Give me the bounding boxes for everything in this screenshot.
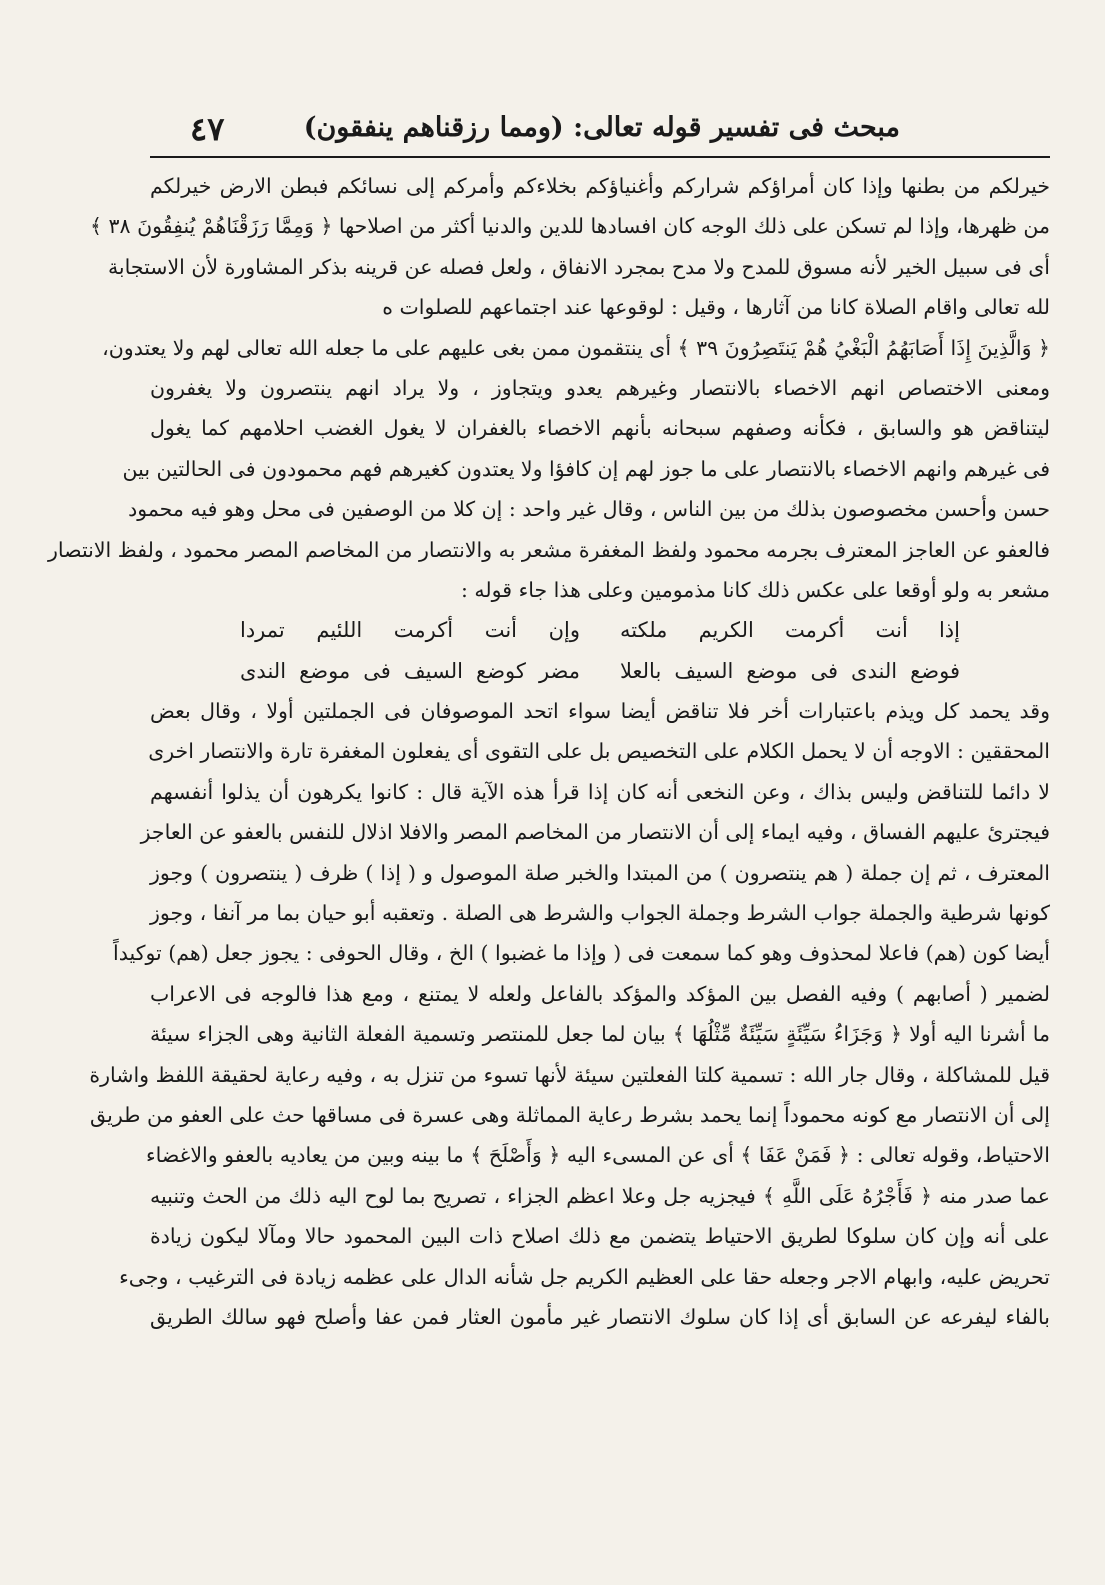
- text-line: قيل للمشاكلة ، وقال جار الله : تسمية كلتا الفعلتين سيئة لأنها تسوء من تنزل به ، وفيه رعاية لحقيقة اللفظ واشارة: [89, 1062, 1050, 1087]
- text-line: ليتناقض هو والسابق ، فكأنه وصفهم سبحانه بأنهم الاخصاء بالغفران لا يغول الغضب احلامهم كما يغول: [150, 416, 1050, 441]
- poem-hemistich-first: فوضع الندى فى موضع السيف بالعلا: [620, 658, 960, 683]
- poem-hemistich-second: وإن أنت أكرمت اللئيم تمردا: [240, 618, 580, 643]
- text-line: ما أشرنا اليه أولا ﴿ وَجَزَاءُ سَيِّئَةٍ سَيِّئَةٌ مِّثْلُهَا ﴾ بيان لما جعل للمنتصر وتسمية الفعلة الثانية وهى الجزاء سيئة: [150, 1022, 1050, 1047]
- page-header: [150, 108, 1050, 158]
- text-line: كونها شرطية والجملة جواب الشرط وجملة الجواب والشرط هى الصلة . وتعقبه أبو حيان بما مر آنفا ، وجوز: [150, 901, 1050, 926]
- text-line: ومعنى الاختصاص انهم الاخصاء بالانتصار وغيرهم يعدو ويتجاوز ، ولا يراد انهم ينتصرون ولا يغفرون: [150, 375, 1050, 400]
- text-line: من ظهرها، وإذا لم تسكن على ذلك الوجه كان افسادها للدين والدنيا أكثر من اصلاحها ﴿ وَمِمَّا رَزَقْنَاهُمْ يُنفِقُونَ ٣٨ ﴾: [90, 214, 1050, 239]
- text-line: على أنه وإن كان سلوكا لطريق الاحتياط يتضمن مع ذلك اصلاح ذات البين المحمود حالا ومآلا ليكون زيادة: [150, 1224, 1050, 1249]
- poem-verse: [150, 651, 1050, 691]
- text-line: فالعفو عن العاجز المعترف بجرمه محمود ولفظ المغفرة مشعر به والانتصار من المخاصم المصر محمود ، ولفظ الانتصار: [48, 537, 1050, 562]
- book-page: [48, 108, 1050, 1548]
- text-line: لضمير ( أصابهم ) وفيه الفصل بين المؤكد والمؤكد بالفاعل ولعله لا يمتنع ، ومع هذا فالوجه فى الاعراب: [150, 981, 1050, 1006]
- text-line: أيضا كون (هم) فاعلا لمحذوف وهو كما سمعت فى ( وإذا ما غضبوا ) الخ ، وقال الحوفى : يجوز جعل (هم) توكيداً: [113, 941, 1050, 966]
- text-line: المعترف ، ثم إن جملة ( هم ينتصرون ) من المبتدا والخبر صلة الموصول و ( إذا ) ظرف ( ينتصرون ) وجوز: [150, 860, 1050, 885]
- text-line: المحققين : الاوجه أن لا يحمل الكلام على التخصيص بل على التقوى أى يفعلون المغفرة تارة والانتصار اخرى: [148, 739, 1050, 764]
- text-line: ﴿ وَالَّذِينَ إِذَا أَصَابَهُمُ الْبَغْيُ هُمْ يَنتَصِرُونَ ٣٩ ﴾ أى ينتقمون ممن بغى عليهم على ما جعله الله تعالى لهم ولا يعتدون،: [102, 335, 1050, 360]
- poem-hemistich-second: مضر كوضع السيف فى موضع الندى: [240, 658, 580, 683]
- text-line: لا دائما للتناقض وليس بذاك ، وعن النخعى أنه كان إذا قرأ هذه الآية قال : كانوا يكرهون أن يذلوا أنفسهم: [150, 779, 1050, 804]
- text-line: إلى أن الانتصار مع كونه محموداً إنما يحمد بشرط رعاية المماثلة وهى عسرة فى مساقها حث على العفو من طريق: [90, 1102, 1050, 1127]
- page-number: ٤٧: [190, 110, 225, 148]
- text-line: خيرلكم من بطنها وإذا كان أمراؤكم شراركم وأغنياؤكم بخلاءكم وأمركم إلى نسائكم فبطن الارض خيرلكم: [150, 174, 1050, 198]
- text-line: وقد يحمد كل ويذم باعتبارات أخر فلا تناقض أيضا سواء اتحد الموصوفان فى الجملتين أولا ، وقال بعض: [150, 699, 1050, 724]
- running-title: مبحث فى تفسير قوله تعالى: (ومما رزقناهم ينفقون): [303, 112, 900, 143]
- text-line: فى غيرهم وانهم الاخصاء بالانتصار على ما جوز لهم إن كافؤا ولا يعتدون كغيرهم فهم محمودون فى الحالتين بين: [122, 456, 1050, 481]
- text-line: لله تعالى واقام الصلاة كانا من آثارها ، وقيل : لوقوعها عند اجتماعهم للصلوات ه: [382, 295, 1050, 320]
- text-line: عما صدر منه ﴿ فَأَجْرُهُ عَلَى اللَّهِ ﴾ فيجزيه جل وعلا اعظم الجزاء ، تصريح بما لوح اليه ذلك من الحث وتنبيه: [150, 1183, 1050, 1208]
- text-line: مشعر به ولو أوقعا على عكس ذلك كانا مذمومين وعلى هذا جاء قوله :: [461, 577, 1050, 602]
- text-line: فيجترئ عليهم الفساق ، وفيه ايماء إلى أن الانتصار من المخاصم المصر والافلا اذلال للنفس بالعفو عن العاجز: [140, 820, 1050, 845]
- poem-verse: [150, 610, 1050, 650]
- text-line: بالفاء ليفرعه عن السابق أى إذا كان سلوك الانتصار غير مأمون العثار فمن عفا وأصلح فهو سالك الطريق: [150, 1304, 1050, 1329]
- poem-hemistich-first: إذا أنت أكرمت الكريم ملكته: [620, 618, 960, 643]
- body-text: [48, 166, 1050, 1337]
- text-line: الاحتياط، وقوله تعالى : ﴿ فَمَنْ عَفَا ﴾ أى عن المسىء اليه ﴿ وَأَصْلَحَ ﴾ ما بينه وبين من يعاديه بالعفو والاغضاء: [145, 1143, 1050, 1168]
- text-line: حسن وأحسن مخصوصون بذلك من بين الناس ، وقال غير واحد : إن كلا من الوصفين فى محل وهو فيه محمود: [128, 497, 1050, 522]
- text-line: تحريض عليه، وابهام الاجر وجعله حقا على العظيم الكريم جل شأنه الدال على عظمه زيادة فى الترغيب ، وجىء: [119, 1264, 1050, 1289]
- text-line: أى فى سبيل الخير لأنه مسوق للمدح ولا مدح بمجرد الانفاق ، ولعل فصله عن قرينه بذكر المشاورة لأن الاستجابة: [107, 254, 1050, 279]
